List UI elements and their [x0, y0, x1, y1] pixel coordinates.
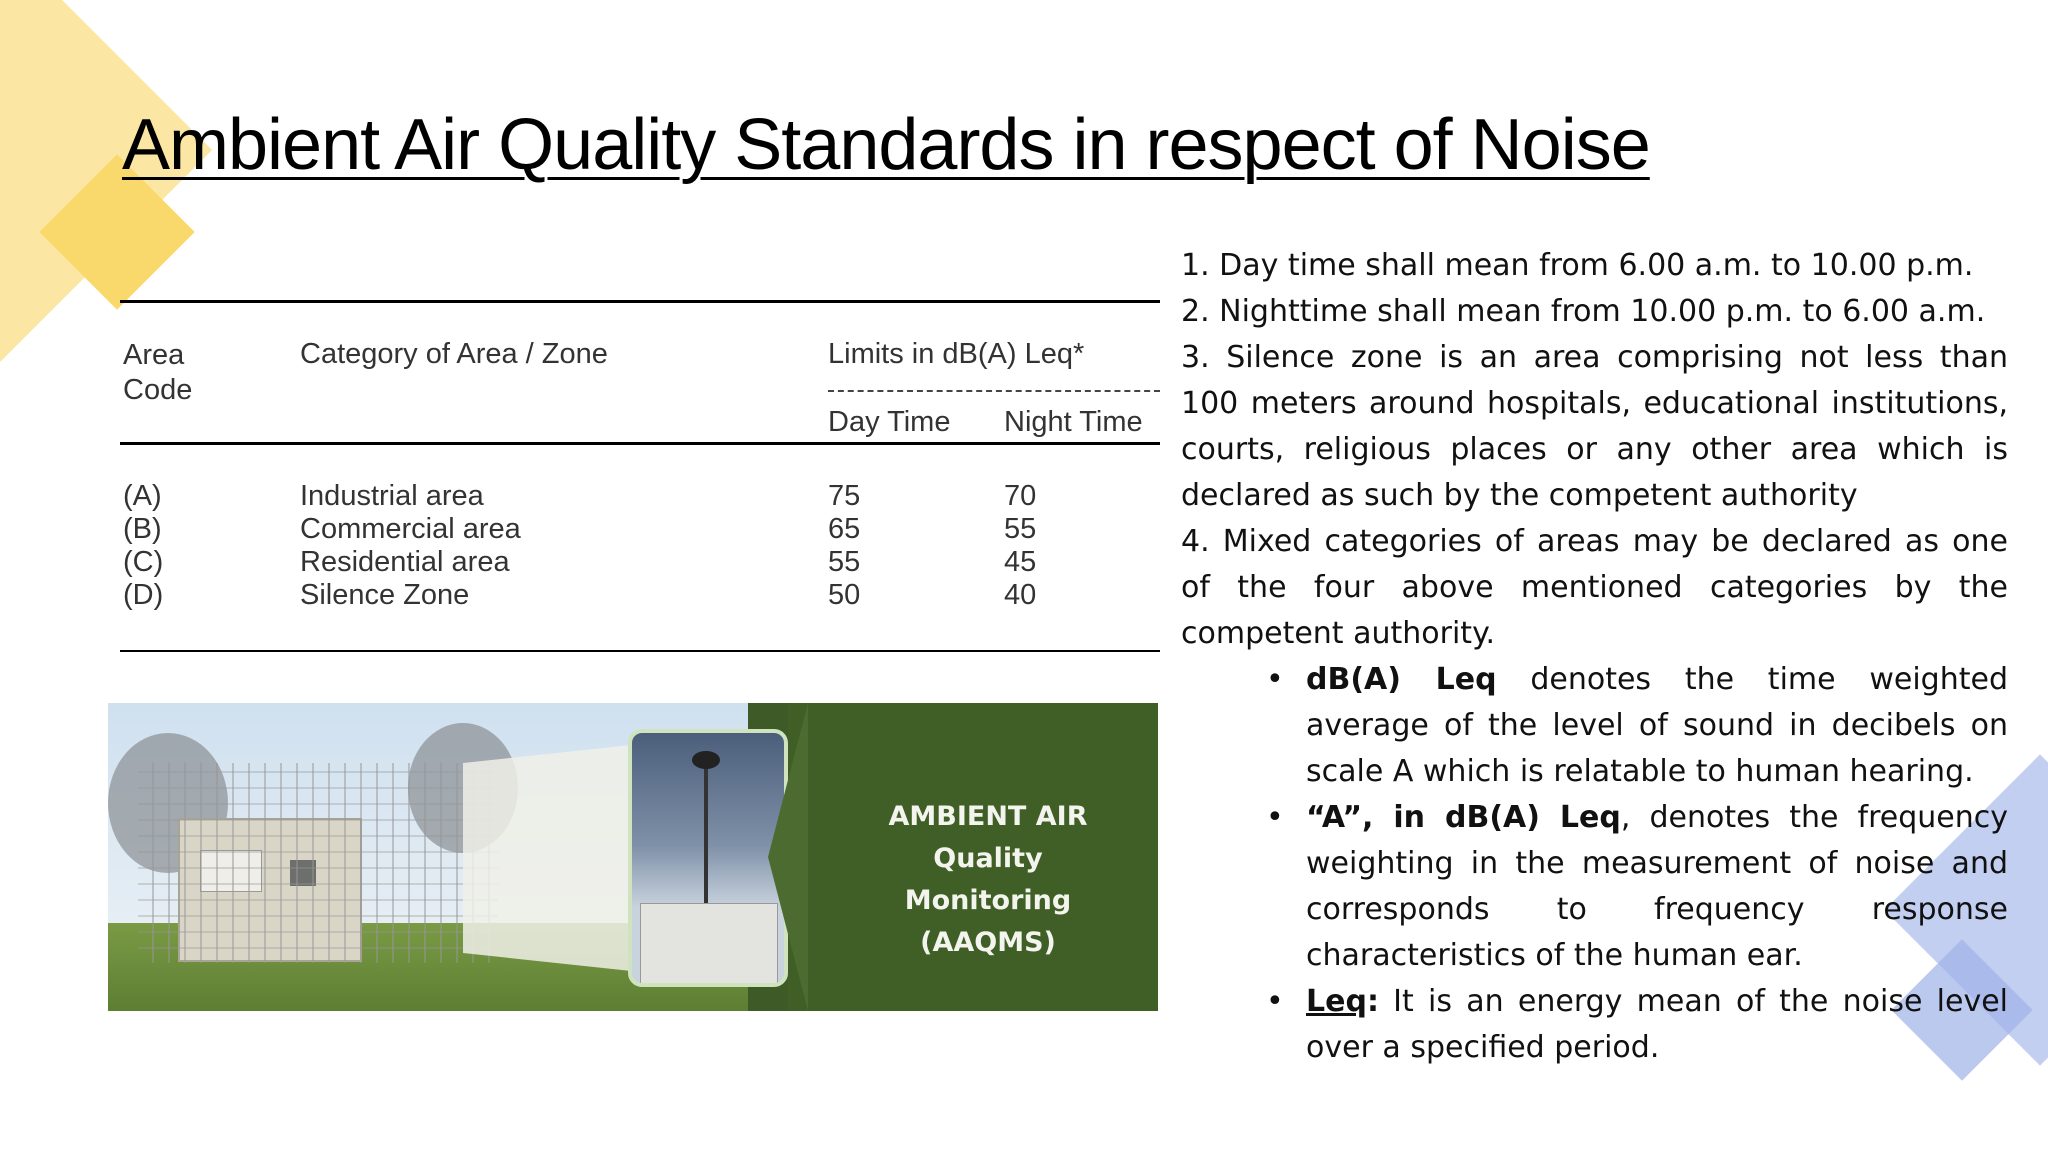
header-category: Category of Area / Zone [300, 338, 608, 370]
note-3: 3. Silence zone is an area comprising not less than 100 meters around hospitals, educational institutions, courts, religious places or any other area which is declared as such by the competent authority [1181, 340, 2008, 513]
sensor-enclosure [640, 903, 778, 985]
banner-caption-line2: Quality Monitoring [904, 843, 1072, 916]
table-cell-day: 75 [828, 480, 861, 512]
aaqms-banner-image [108, 703, 1158, 1011]
table-cell-day: 50 [828, 579, 861, 611]
table-cell-category: Industrial area [300, 480, 484, 512]
header-dashed-rule [828, 390, 1160, 392]
note-4: 4. Mixed categories of areas may be declared as one of the four above mentioned categories by the competent authority. [1181, 524, 2008, 651]
banner-caption [848, 796, 1128, 964]
table-cell-day: 55 [828, 546, 861, 578]
header-area-code: Area Code [123, 339, 193, 406]
definition-dba-leq [1306, 657, 2008, 795]
noise-standards-table [120, 300, 1160, 652]
header-limits: Limits in dB(A) Leq* [828, 338, 1085, 370]
table-cell-code: (A) [123, 480, 162, 512]
definition-term: “A”, in dB(A) Leq [1306, 800, 1621, 835]
table-cell-night: 55 [1004, 513, 1037, 545]
note-1: 1. Day time shall mean from 6.00 a.m. to 10.00 p.m. [1181, 248, 1974, 283]
definitions-list [1181, 657, 2008, 1071]
definition-a-weighting [1306, 795, 2008, 979]
column-day-time [828, 480, 860, 612]
definition-term: Leq [1306, 984, 1367, 1019]
note-2: 2. Nighttime shall mean from 10.00 p.m. to 6.00 a.m. [1181, 294, 1986, 329]
table-cell-code: (C) [123, 546, 164, 578]
column-area-code [123, 480, 163, 612]
banner-caption-line3: (AAQMS) [920, 927, 1056, 958]
table-cell-category: Silence Zone [300, 579, 470, 611]
header-day-time: Day Time [828, 406, 951, 438]
header-night-time: Night Time [1004, 406, 1143, 438]
table-cell-category: Residential area [300, 546, 510, 578]
notes-text-block [1181, 243, 2008, 1071]
slide-title: Ambient Air Quality Standards in respect of Noise [122, 105, 1650, 185]
table-cell-night: 40 [1004, 579, 1037, 611]
table-bottom-rule [120, 650, 1160, 652]
definition-text: denotes the time weighted average of the level of sound in decibels on scale A which is relatable to human hearing. [1306, 662, 2008, 789]
table-top-rule [120, 300, 1160, 303]
banner-fence [138, 763, 498, 963]
definition-term: dB(A) Leq [1306, 662, 1497, 697]
table-cell-night: 45 [1004, 546, 1037, 578]
definition-colon: : [1366, 984, 1379, 1019]
sensor-dish-icon [692, 751, 720, 769]
definition-text: , denotes the frequency weighting in the measurement of noise and corresponds to frequency response characteristics of the human ear. [1306, 800, 2008, 973]
table-cell-day: 65 [828, 513, 861, 545]
table-header-rule [120, 442, 1160, 445]
table-cell-code: (B) [123, 513, 162, 545]
column-night-time [1004, 480, 1036, 612]
definition-text: It is an energy mean of the noise level over a specified period. [1306, 984, 2008, 1065]
definition-leq [1306, 979, 2008, 1071]
table-cell-category: Commercial area [300, 513, 521, 545]
banner-caption-line1: AMBIENT AIR [888, 801, 1088, 832]
table-cell-code: (D) [123, 579, 164, 611]
banner-inset-photo [628, 729, 788, 987]
table-cell-night: 70 [1004, 480, 1037, 512]
column-category [300, 480, 521, 612]
